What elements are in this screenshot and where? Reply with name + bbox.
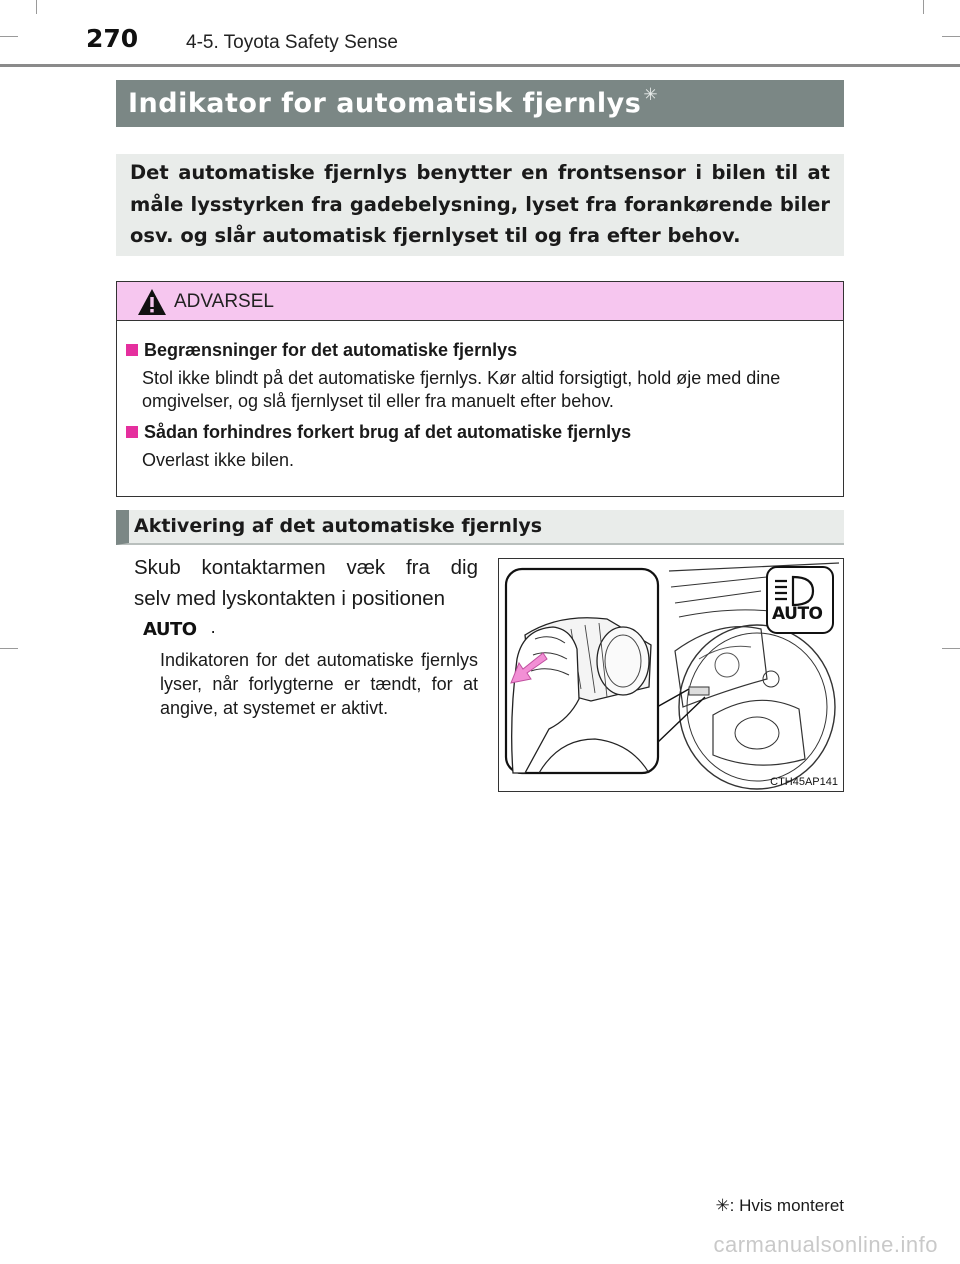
square-bullet-icon: [126, 344, 138, 356]
crop-mark-mid-right: [942, 648, 960, 649]
warning-label: ADVARSEL: [174, 291, 274, 312]
auto-dot: .: [210, 616, 216, 637]
warning-header: [117, 282, 843, 321]
warning-item: [126, 340, 831, 413]
auto-symbol: AUTO: [143, 618, 197, 640]
warning-item-title: Begrænsninger for det automatiske fjernlys: [144, 340, 518, 360]
subsection-title: Aktivering af det automatiske fjernlys: [134, 515, 543, 537]
watermark: carmanualsonline.info: [713, 1232, 938, 1257]
page-number: 270: [86, 24, 139, 53]
illustration: [498, 558, 844, 792]
intro-box: [116, 154, 844, 256]
crop-mark-top-right: [942, 36, 960, 37]
step-text-line1: Skub kontaktarmen væk fra dig: [134, 556, 478, 579]
section-label: 4-5. Toyota Safety Sense: [186, 32, 398, 53]
crop-mark-mid-left: [0, 648, 18, 649]
warning-item-body: Overlast ikke bilen.: [142, 450, 295, 470]
crop-mark-right-top: [923, 0, 924, 14]
auto-callout-label: AUTO: [772, 604, 823, 624]
warning-item-body: Stol ikke blindt på det automatiske fjernlys. Kør altid forsigtigt, hold øje med dine omgivelser, og slå fjernlyset til eller fra manuelt efter behov.: [142, 368, 781, 411]
step-text-line2: selv med lyskontakten i positionen: [134, 587, 446, 610]
auto-position: [143, 617, 216, 641]
header-rule: [0, 64, 960, 67]
intro-text: Det automatiske fjernlys benytter en frontsensor i bilen til at måle lysstyrken fra gadebelysning, lyset fra forankørende biler osv. og slår automatisk fjernlyset til og fra efter behov.: [130, 161, 830, 247]
warning-triangle-icon: [137, 288, 167, 316]
warning-item: [126, 422, 831, 472]
page-title: Indikator for automatisk fjernlys: [128, 88, 642, 119]
crop-mark-left-top: [36, 0, 37, 14]
warning-item-title: Sådan forhindres forkert brug af det automatiske fjernlys: [144, 422, 632, 442]
lever-illustration: [499, 559, 844, 792]
note-text: Indikatoren for det automatiske fjernlys lyser, når forlygterne er tændt, for at angive, at systemet er aktivt.: [160, 650, 478, 718]
crop-mark-top-left: [0, 36, 18, 37]
subsection-header: [116, 510, 844, 545]
title-bar: [116, 80, 844, 127]
square-bullet-icon: [126, 426, 138, 438]
warning-box: [116, 281, 844, 497]
asterisk-icon: ✳: [643, 85, 658, 104]
footnote: ✳: Hvis monteret: [715, 1196, 844, 1215]
illustration-code: CTH45AP141: [770, 776, 838, 788]
